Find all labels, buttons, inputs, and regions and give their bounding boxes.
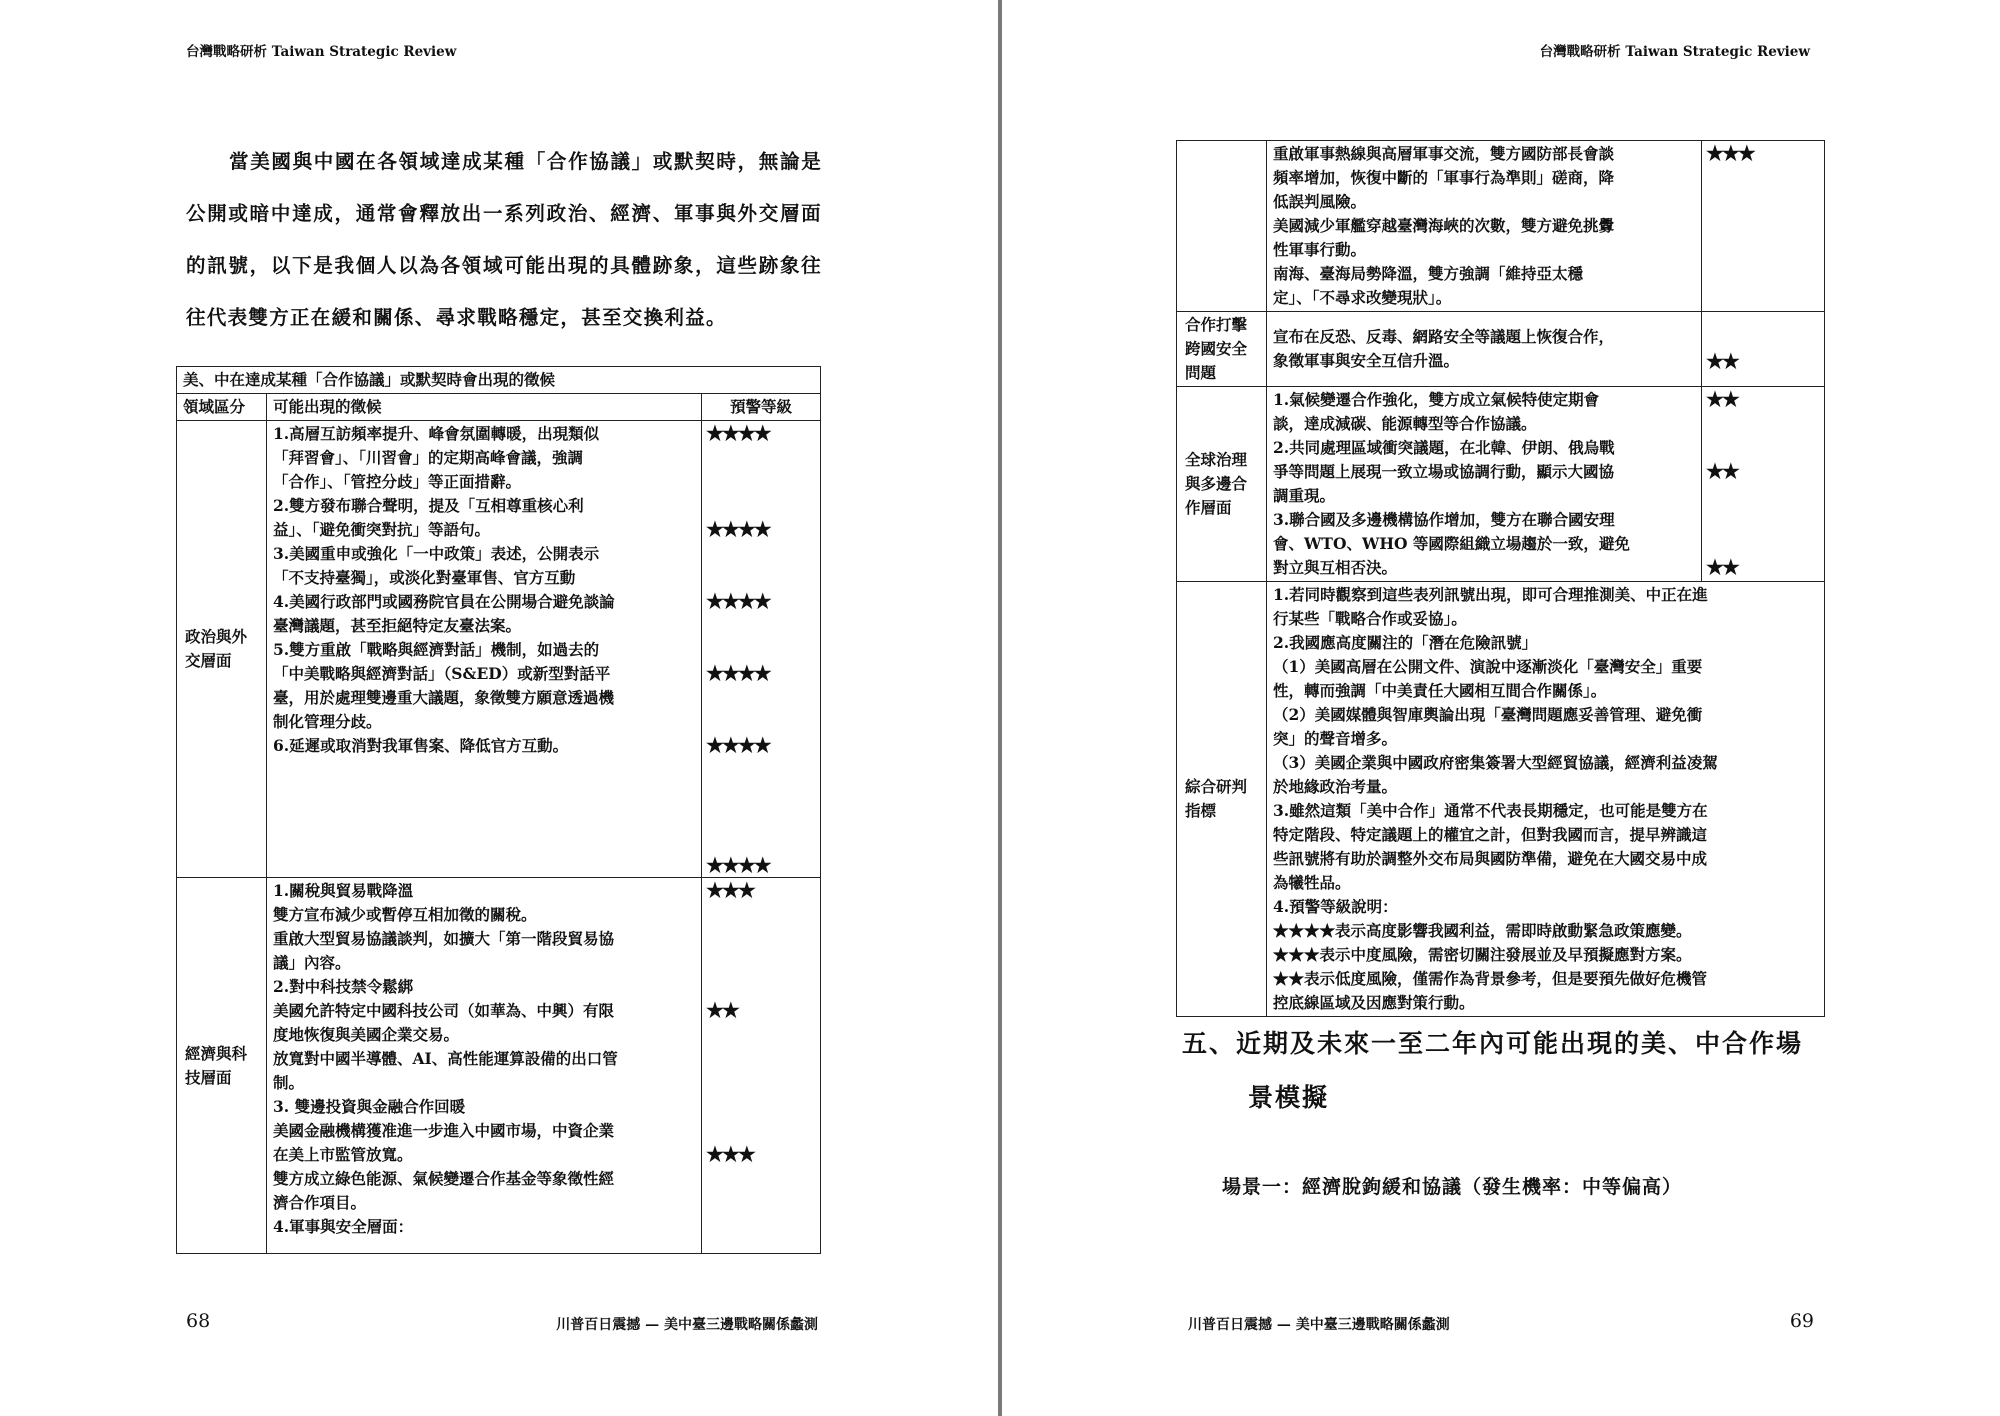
warning-level-stars [1706, 483, 1820, 507]
text-line: 美國減少軍艦穿越臺灣海峽的次數，雙方避免挑釁 [1273, 216, 1615, 235]
text-line: 「不支持臺獨」，或淡化對臺軍售、官方互動 [273, 568, 576, 587]
indicator-cell [267, 878, 702, 1254]
text-line: 於地緣政治考量。 [1273, 777, 1398, 796]
warning-level-stars: ★★★★ [706, 589, 770, 613]
page-number: 69 [1789, 1310, 1814, 1332]
category-cell [177, 878, 267, 1254]
text-line: 益」、「避免衝突對抗」等語句。 [273, 520, 491, 539]
footer-title: 川普百日震撼 — 美中臺三邊戰略關係蠡測 [556, 1317, 818, 1333]
warning-level-stars: ★★ [1706, 555, 1738, 579]
warning-stars-cell [702, 878, 821, 1254]
text-line: 頻率增加，恢復中斷的「軍事行為準則」磋商，降 [1273, 168, 1615, 187]
text-line: （2）美國媒體與智庫輿論出現「臺灣問題應妥善管理、避免衝 [1273, 705, 1703, 724]
warning-level-stars: ★★★★ [706, 517, 770, 541]
running-header: 台灣戰略研析 Taiwan Strategic Review [186, 44, 457, 60]
text-line: 跨國安全 [1185, 339, 1248, 358]
text-line: 1.關稅與貿易戰降溫 [273, 881, 414, 900]
warning-level-stars: ★★ [1706, 459, 1738, 483]
text-line: 綜合研判 [1185, 777, 1248, 796]
text-line: 1.氣候變遷合作強化，雙方成立氣候特使定期會 [1273, 390, 1600, 409]
warning-level-stars: ★★★★ [706, 421, 770, 445]
text-line: 2.共同處理區域衝突議題，在北韓、伊朗、俄烏戰 [1273, 438, 1615, 457]
scenario-title: 場景一：經濟脫鉤緩和協議（發生機率：中等偏高） [1222, 1176, 1683, 1198]
text-line: 制化管理分歧。 [273, 712, 382, 731]
text-line: 會、WTO、WHO 等國際組織立場趨於一致，避免 [1273, 534, 1630, 553]
right-page [1002, 0, 2000, 1416]
section-heading-continued: 景模擬 [1248, 1083, 1330, 1112]
text-line: 指標 [1185, 801, 1217, 820]
text-line: 5.雙方重啟「戰略與經濟對話」機制，如過去的 [273, 640, 600, 659]
text-line: ★★表示低度風險，僅需作為背景參考，但是要預先做好危機管 [1273, 969, 1708, 988]
warning-level-stars [706, 469, 816, 493]
text-line: 3. 雙邊投資與金融合作回暖 [273, 1097, 466, 1116]
text-line: （1）美國高層在公開文件、演說中逐漸淡化「臺灣安全」重要 [1273, 657, 1703, 676]
text-line: 重啟軍事熱線與高層軍事交流，雙方國防部長會談 [1273, 144, 1615, 163]
warning-stars-cell [702, 421, 821, 878]
warning-level-stars [706, 613, 816, 637]
text-line: 制。 [273, 1073, 305, 1092]
table-row [1177, 582, 1825, 1017]
warning-level-stars [706, 685, 816, 709]
page-number: 68 [186, 1310, 211, 1332]
warning-level-stars: ★★★ [706, 1142, 754, 1166]
warning-level-stars [1706, 507, 1820, 531]
text-line: 低誤判風險。 [1273, 192, 1367, 211]
text-line: 2.對中科技禁令鬆綁 [273, 977, 414, 996]
category-cell [1177, 312, 1267, 387]
warning-level-stars [706, 805, 816, 829]
text-line: 「拜習會」、「川習會」的定期高峰會議，強調 [273, 448, 584, 467]
text-line: 合作打擊 [1185, 315, 1248, 334]
indicator-cell [267, 421, 702, 878]
text-line: 全球治理 [1185, 450, 1248, 469]
category-cell [1177, 582, 1267, 1017]
warning-level-stars: ★★ [1706, 387, 1738, 411]
table-header-row [177, 394, 821, 421]
text-line: 在美上市監管放寬。 [273, 1145, 413, 1164]
warning-stars-cell [1702, 141, 1825, 312]
text-line: ★★★表示中度風險，需密切關注發展並及早預擬應對方案。 [1273, 945, 1692, 964]
warning-level-stars: ★★ [706, 998, 738, 1022]
warning-level-stars [706, 974, 816, 998]
warning-level-stars [1706, 325, 1820, 349]
text-line: 6.延遲或取消對我軍售案、降低官方互動。 [273, 736, 569, 755]
category-cell [1177, 387, 1267, 582]
warning-level-stars [706, 781, 816, 805]
warning-level-stars [706, 1046, 816, 1070]
text-line: 4.預警等級說明： [1273, 897, 1398, 916]
table-caption-row [177, 367, 821, 394]
warning-level-stars [706, 757, 816, 781]
text-line: 控底線區域及因應對策行動。 [1273, 993, 1475, 1012]
text-line: 定」、「不尋求改變現狀」。 [1273, 288, 1452, 307]
warning-stars-cell [1702, 312, 1825, 387]
text-line: 雙方宣布減少或暫停互相加徵的關稅。 [273, 905, 537, 924]
text-line: 重啟大型貿易協議談判，如擴大「第一階段貿易協 [273, 929, 615, 948]
text-line: 「合作」、「管控分歧」等正面措辭。 [273, 472, 522, 491]
warning-level-stars [706, 493, 816, 517]
text-line: 談，達成減碳、能源轉型等合作協議。 [1273, 414, 1537, 433]
text-line: （3）美國企業與中國政府密集簽署大型經貿協議，經濟利益凌駕 [1273, 753, 1718, 772]
indicator-cell [1267, 141, 1702, 312]
text-line: 美國金融機構獲准進一步進入中國市場，中資企業 [273, 1121, 615, 1140]
indicators-table-continued [1176, 140, 1825, 1017]
warning-level-stars [706, 1094, 816, 1118]
text-line: ★★★★表示高度影響我國利益，需即時啟動緊急政策應變。 [1273, 921, 1692, 940]
text-line: 技層面 [185, 1067, 232, 1087]
section-heading: 五、近期及未來一至二年內可能出現的美、中合作場 [1182, 1029, 1804, 1058]
warning-level-stars [706, 541, 816, 565]
warning-level-stars [706, 1022, 816, 1046]
text-line: 臺灣議題，甚至拒絕特定友臺法案。 [273, 616, 522, 635]
text-line: 性軍事行動。 [1273, 240, 1367, 259]
warning-level-stars [706, 950, 816, 974]
text-line: 「中美戰略與經濟對話」（S&ED）或新型對話平 [273, 664, 611, 683]
text-line: 1.高層互訪頻率提升、峰會氛圍轉暖，出現類似 [273, 424, 600, 443]
text-line: 放寬對中國半導體、AI、高性能運算設備的出口管 [273, 1049, 618, 1068]
text-line: 經濟與科 [185, 1043, 248, 1063]
left-page [0, 0, 998, 1416]
text-line: 美國允許特定中國科技公司（如華為、中興）有限 [273, 1001, 615, 1020]
table-row [177, 421, 821, 878]
warning-level-stars [706, 637, 816, 661]
text-line: 3.聯合國及多邊機構協作增加，雙方在聯合國安理 [1273, 510, 1615, 529]
text-line: 作層面 [1185, 498, 1232, 517]
text-line: 2.雙方發布聯合聲明，提及「互相尊重核心利 [273, 496, 584, 515]
warning-level-stars [706, 565, 816, 589]
text-line: 為犧牲品。 [1273, 873, 1351, 892]
warning-level-stars [706, 926, 816, 950]
text-line: 4.美國行政部門或國務院官員在公開場合避免談論 [273, 592, 615, 611]
text-line: 突」的聲音增多。 [1273, 729, 1398, 748]
table-row [177, 878, 821, 1254]
warning-level-stars: ★★★ [706, 878, 754, 902]
running-header: 台灣戰略研析 Taiwan Strategic Review [1539, 44, 1810, 60]
header-domain: 領域區分 [177, 394, 267, 421]
category-cell [177, 421, 267, 878]
text-line: 3.雖然這類「美中合作」通常不代表長期穩定，也可能是雙方在 [1273, 801, 1708, 820]
text-line: 南海、臺海局勢降溫，雙方強調「維持亞太穩 [1273, 264, 1584, 283]
text-line: 特定階段、特定議題上的權宜之計，但對我國而言，提早辨識這 [1273, 825, 1708, 844]
warning-level-stars [706, 1070, 816, 1094]
text-line: 宣布在反恐、反毒、網路安全等議題上恢復合作， [1273, 327, 1615, 346]
table-row [1177, 312, 1825, 387]
text-line: 4.軍事與安全層面： [273, 1217, 414, 1236]
text-line: 臺，用於處理雙邊重大議題，象徵雙方願意透過機 [273, 688, 615, 707]
text-line: 行某些「戰略合作或妥協」。 [1273, 609, 1467, 628]
text-line: 交層面 [185, 651, 232, 670]
warning-level-stars [1706, 435, 1820, 459]
text-line: 對立與互相否決。 [1273, 558, 1398, 577]
warning-level-stars [706, 902, 816, 926]
text-line: 2.我國應高度關注的「潛在危險訊號」 [1273, 633, 1538, 652]
warning-level-stars: ★★★ [1706, 141, 1754, 165]
intro-paragraph: 當美國與中國在各領域達成某種「合作協議」或默契時，無論是公開或暗中達成，通常會釋放出一系列政治、經濟、軍事與外交層面的訊號，以下是我個人以為各領域可能出現的具體跡象，這些跡象往往代表雙方正在緩和關係、尋求戰略穩定，甚至交換利益。 [186, 150, 822, 329]
category-cell [1177, 141, 1267, 312]
text-line: 3.美國重申或強化「一中政策」表述，公開表示 [273, 544, 600, 563]
table-caption: 美、中在達成某種「合作協議」或默契時會出現的徵候 [177, 367, 821, 394]
indicators-table [176, 366, 821, 1254]
warning-level-stars: ★★★★ [706, 661, 770, 685]
indicator-cell [1267, 312, 1702, 387]
text-line: 些訊號將有助於調整外交布局與國防準備，避免在大國交易中成 [1273, 849, 1708, 868]
indicator-cell [1267, 582, 1825, 1017]
text-line: 雙方成立綠色能源、氣候變遷合作基金等象徵性經 [273, 1169, 615, 1188]
text-line: 1.若同時觀察到這些表列訊號出現，即可合理推測美、中正在進 [1273, 585, 1708, 604]
warning-level-stars [706, 1118, 816, 1142]
warning-level-stars: ★★★★ [706, 733, 770, 757]
table-row [1177, 387, 1825, 582]
text-line: 問題 [1185, 363, 1217, 382]
text-line: 調重現。 [1273, 486, 1336, 505]
indicator-cell [1267, 387, 1702, 582]
footer-title: 川普百日震撼 — 美中臺三邊戰略關係蠡測 [1188, 1317, 1450, 1333]
text-line: 象徵軍事與安全互信升溫。 [1273, 351, 1460, 370]
warning-level-stars [706, 709, 816, 733]
text-line: 濟合作項目。 [273, 1193, 367, 1212]
text-line: 性，轉而強調「中美責任大國相互間合作關係」。 [1273, 681, 1607, 700]
warning-level-stars: ★★★★ [706, 853, 770, 877]
table-row [1177, 141, 1825, 312]
warning-level-stars: ★★ [1706, 349, 1738, 373]
text-line: 政治與外 [185, 627, 248, 646]
text-line: 爭等問題上展現一致立場或協調行動，顯示大國協 [1273, 462, 1615, 481]
warning-level-stars [706, 829, 816, 853]
warning-level-stars [1706, 411, 1820, 435]
text-line: 議」內容。 [273, 953, 351, 972]
warning-level-stars [1706, 531, 1820, 555]
text-line: 與多邊合 [1185, 474, 1248, 493]
header-indicators: 可能出現的徵候 [267, 394, 702, 421]
warning-level-stars [706, 445, 816, 469]
text-line: 度地恢復與美國企業交易。 [273, 1025, 460, 1044]
header-warning-level: 預警等級 [702, 394, 821, 421]
warning-stars-cell [1702, 387, 1825, 582]
